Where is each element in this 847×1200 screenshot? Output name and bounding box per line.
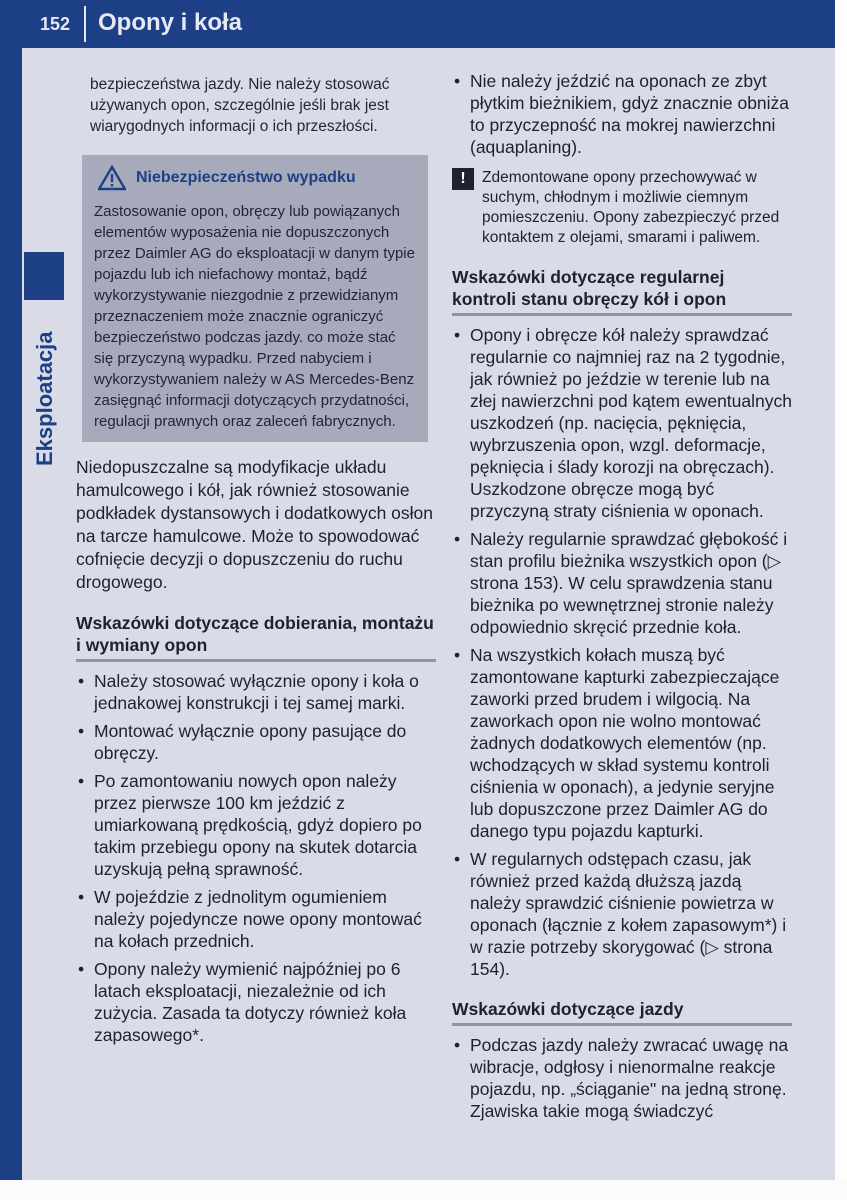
inspection-list [452,324,792,980]
storage-note [452,168,792,248]
section-heading-tyre-fitting: Wskazówki dotyczące dobierania, montażu i wymiany opon [76,612,436,662]
page-title: Opony i koła [98,9,243,36]
list-item: • W regularnych odstępach czasu, jak również przed każdą dłuższą jazdą należy sprawdzić ciśnienie powietrza w oponach (łącznie z kołem zapasowym*) i w razie potrzeby skorygować (▷ strona 154). [452,848,792,980]
list-item: • W pojeździe z jednolitym ogumieniem należy pojedyncze nowe opony montować na kołach przednich. [76,886,436,952]
note-exclamation-icon: ! [452,168,474,190]
tread-list [452,70,792,158]
left-column [76,74,436,1052]
section-heading-inspection: Wskazówki dotyczące regularnej kontroli stanu obręczy kół i opon [452,266,792,316]
header-divider [84,6,86,42]
list-item: • Montować wyłącznie opony pasujące do obręczy. [76,720,436,764]
page-number: 152 [40,14,71,34]
warning-text: Zastosowanie opon, obręczy lub powiązanych elementów wyposażenia nie dopuszczonych przez Daimler AG do eksploatacji w danym typie pojazdu lub ich niefachowy montaż, bądź wykorzystywanie niezgodnie z przewidzianym przeznaczeniem może znacznie ograniczyć bezpieczeństwo podczas jazdy. co może stać się przyczyną wypadku. Przed nabyciem i wykorzystywaniem należy w AS Mercedes-Benz zasięgnąć informacji dotyczących przydatności, regulacji prawnych oraz zaleceń fabrycznych. [94,203,415,430]
section-heading-driving: Wskazówki dotyczące jazdy [452,998,792,1026]
warning-box [82,155,428,442]
list-item: • Opony i obręcze kół należy sprawdzać regularnie co najmniej raz na 2 tygodnie, jak również po jeździe w terenie lub na złej nawierzchni pod kątem ewentualnych uszkodzeń (np. nacięcia, pęknięcia, wybrzuszenia opon, wzgl. deformacje, pęknięcia i ślady korozji na obręczach). Uszkodzone obręcze mogą być przyczyną straty ciśnienia w oponach. [452,324,792,522]
modifications-paragraph: Niedopuszczalne są modyfikacje układu hamulcowego i kół, jak również stosowanie podkładek dystansowych i dodatkowych osłon na tarcze hamulcowe. Może to spowodować cofnięcie decyzji o dopuszczeniu do ruchu drogowego. [76,457,434,592]
list-item: • Po zamontowaniu nowych opon należy przez pierwsze 100 km jeździć z umiarkowaną prędkością, gdyż dopiero po takim przebiegu opony na skutek dotarcia uzyskują pełną sprawność. [76,770,436,880]
driving-list [452,1034,792,1122]
warning-title-row [98,165,418,191]
side-tab-label: Eksploatacja [32,331,57,466]
list-item: • Podczas jazdy należy zwracać uwagę na wibracje, odgłosy i nienormalne reakcje pojazdu, np. „ściąganie" na jedną stronę. Zjawiska takie mogą świadczyć [452,1034,792,1122]
list-item: • Należy regularnie sprawdzać głębokość i stan profilu bieżnika wszystkich opon (▷ strona 153). W celu sprawdzenia stanu bieżnika po wewnętrznej stronie należy odpowiednio skręcić przednie koła. [452,528,792,638]
list-item: • Należy stosować wyłącznie opony i koła o jednakowej konstrukcji i tej samej marki. [76,670,436,714]
right-column [452,70,792,1128]
page-header [0,0,835,48]
side-strip [0,48,22,1180]
list-item: • Nie należy jeździć na oponach ze zbyt płytkim bieżnikiem, gdyż znacznie obniża to przyczepność na mokrej nawierzchni (aquaplaning). [452,70,792,158]
list-item: • Opony należy wymienić najpóźniej po 6 latach eksploatacji, niezależnie od ich zużycia. Zasada ta dotyczy również koła zapasowego*. [76,958,436,1046]
note-text: Zdemontowane opony przechowywać w suchym, chłodnym i możliwie ciemnym pomieszczeniu. Opony zabezpieczyć przed kontaktem z olejami, smarami i paliwem. [482,169,780,246]
side-tab-marker [24,252,64,300]
warning-title: Niebezpieczeństwo wypadku [136,169,356,186]
list-item: • Na wszystkich kołach muszą być zamontowane kapturki zabezpieczające zaworki przed brudem i wilgocią. Na zaworkach opon nie wolno montować żadnych dodatkowych elementów (np. wchodzących w skład systemu kontroli ciśnienia w oponach), a jedynie seryjne lub dopuszczone przez Daimler AG do danego typu pojazdu kapturki. [452,644,792,842]
intro-text: bezpieczeństwa jazdy. Nie należy stosować używanych opon, szczególnie jeśli brak jest wiarygodnych informacji o ich przeszłości. [90,76,390,135]
page-edge-bottom [0,1180,847,1200]
page-edge-right [835,0,847,1200]
tyre-fitting-list [76,670,436,1046]
warning-triangle-icon [98,165,126,191]
